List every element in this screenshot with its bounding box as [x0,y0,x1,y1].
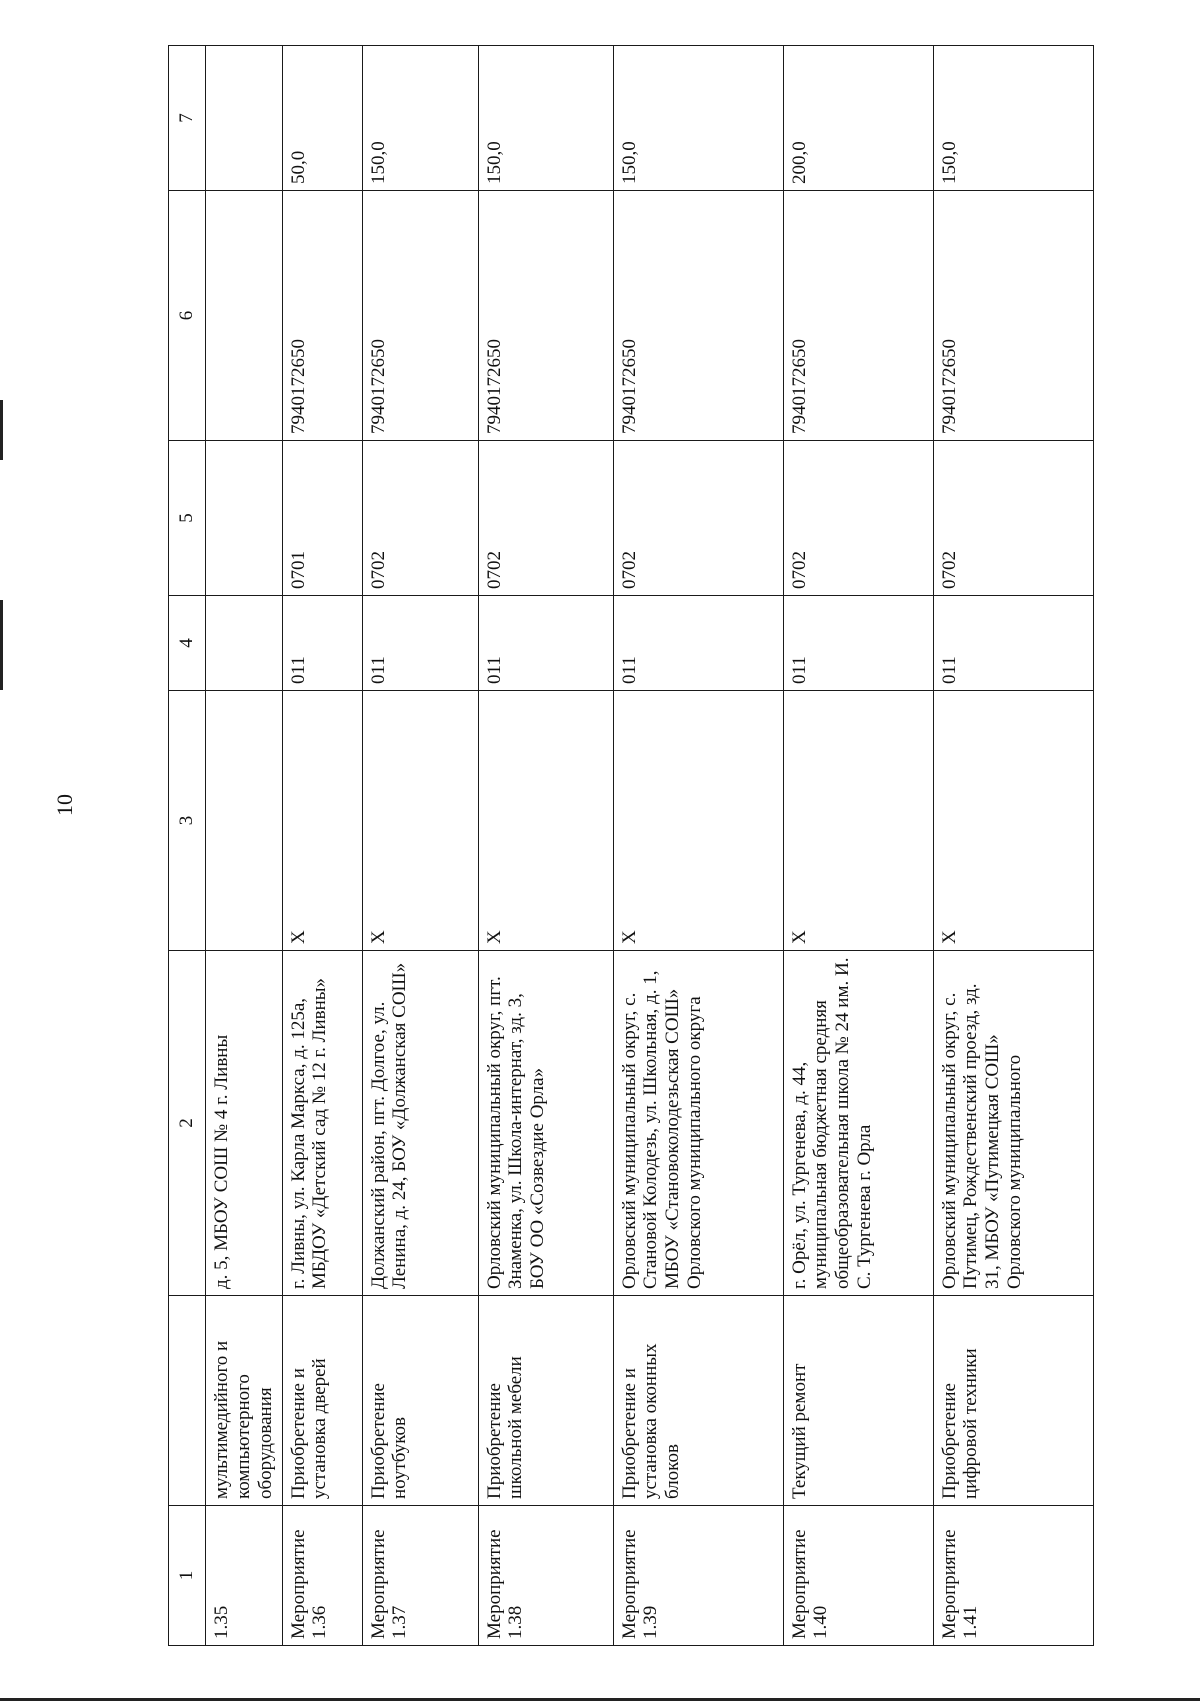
amount-cell: 150,0 [362,46,478,191]
event-id-cell: Мероприятие 1.36 [282,1506,362,1646]
event-id-cell: Мероприятие 1.38 [478,1506,613,1646]
header-cell [169,1296,206,1506]
amount-cell: 200,0 [783,46,933,191]
event-name-cell: Приобретение школьной мебели [478,1296,613,1506]
event-id-cell: Мероприятие 1.39 [613,1506,783,1646]
scan-edge-mark [0,400,3,460]
header-cell: 4 [169,596,206,691]
event-name-cell: Приобретение и установка оконных блоков [613,1296,783,1506]
event-name-cell: Приобретение цифровой техники [933,1296,1093,1506]
amount-cell: 50,0 [282,46,362,191]
table-row [613,46,783,1646]
address-cell: Орловский муниципальный округ, с. Путимец, Рождественский проезд, зд. 31, МБОУ «Путимецкая СОШ» Орловского муниципального [933,951,1093,1296]
section-cell: 0702 [362,441,478,596]
target-code-cell [206,191,283,441]
table-row [282,46,362,1646]
section-cell: 0702 [783,441,933,596]
event-name-cell: Приобретение ноутбуков [362,1296,478,1506]
code-cell: 011 [362,596,478,691]
header-cell: 3 [169,691,206,951]
table-row [478,46,613,1646]
event-name-cell: Приобретение и установка дверей [282,1296,362,1506]
code-cell: 011 [783,596,933,691]
code-cell [206,596,283,691]
header-cell: 2 [169,951,206,1296]
amount-cell: 150,0 [933,46,1093,191]
code-cell: 011 [282,596,362,691]
amount-cell: 150,0 [478,46,613,191]
target-code-cell: 7940172650 [362,191,478,441]
code-cell: 011 [478,596,613,691]
event-name-cell: Текущий ремонт [783,1296,933,1506]
code-cell: 011 [613,596,783,691]
target-code-cell: 7940172650 [282,191,362,441]
target-code-cell: 7940172650 [613,191,783,441]
mark-cell: X [613,691,783,951]
budget-table [168,45,1094,1646]
section-cell: 0702 [478,441,613,596]
address-cell: Должанский район, пгт. Долгое, ул. Ленина, д. 24, БОУ «Должанская СОШ» [362,951,478,1296]
target-code-cell: 7940172650 [478,191,613,441]
code-cell: 011 [933,596,1093,691]
scan-edge-mark [0,1698,1200,1701]
mark-cell [206,691,283,951]
address-cell: г. Ливны, ул. Карла Маркса, д. 125а, МБДОУ «Детский сад № 12 г. Ливны» [282,951,362,1296]
event-id-cell: 1.35 [206,1506,283,1646]
event-id-cell: Мероприятие 1.37 [362,1506,478,1646]
mark-cell: X [478,691,613,951]
header-cell: 5 [169,441,206,596]
mark-cell: X [783,691,933,951]
section-cell: 0702 [613,441,783,596]
target-code-cell: 7940172650 [783,191,933,441]
header-cell: 7 [169,46,206,191]
section-cell: 0702 [933,441,1093,596]
event-name-cell: мультимедийного и компьютерного оборудования [206,1296,283,1506]
event-id-cell: Мероприятие 1.40 [783,1506,933,1646]
amount-cell [206,46,283,191]
table-header-row [169,46,206,1646]
address-cell: Орловский муниципальный округ, с. Становой Колодезь, ул. Школьная, д. 1, МБОУ «Становоколодезьская СОШ» Орловского муниципального округа [613,951,783,1296]
section-cell: 0701 [282,441,362,596]
header-cell: 6 [169,191,206,441]
event-id-cell: Мероприятие 1.41 [933,1506,1093,1646]
mark-cell: X [362,691,478,951]
mark-cell: X [933,691,1093,951]
table-row [206,46,283,1646]
address-cell: Орловский муниципальный округ, пгт. Знаменка, ул. Школа-интернат, зд. 3, БОУ ОО «Созвездие Орла» [478,951,613,1296]
amount-cell: 150,0 [613,46,783,191]
header-cell: 1 [169,1506,206,1646]
table-row [933,46,1093,1646]
table-row [362,46,478,1646]
address-cell: г. Орёл, ул. Тургенева, д. 44, муниципальная бюджетная средняя общеобразовательная школа № 24 им. И. С. Тургенева г. Орла [783,951,933,1296]
mark-cell: X [282,691,362,951]
rotated-table-wrapper [168,46,1084,1646]
table-row [783,46,933,1646]
address-cell: д. 5, МБОУ СОШ № 4 г. Ливны [206,951,283,1296]
scan-edge-mark [0,600,3,690]
section-cell [206,441,283,596]
page-number: 10 [52,794,77,816]
target-code-cell: 7940172650 [933,191,1093,441]
